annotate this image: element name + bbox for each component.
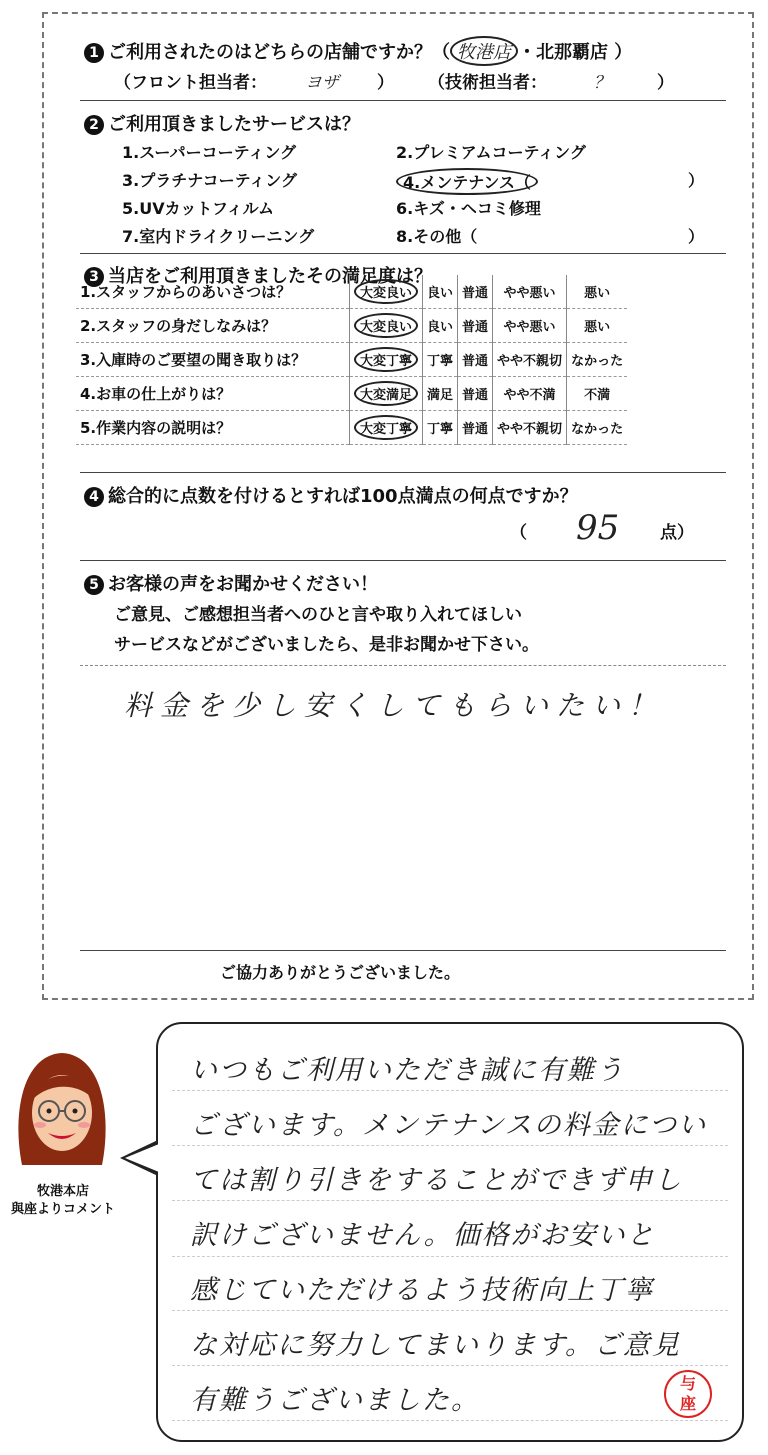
rating-option xyxy=(458,411,493,445)
rating-option-label: 大変良い xyxy=(354,313,418,338)
rating-option xyxy=(458,275,493,309)
avatar-caption-comment: 與座よりコメント xyxy=(10,1202,115,1217)
service-item: 2.プレミアムコーティング xyxy=(396,143,586,162)
q1-text: ご利用されたのはどちらの店舗ですか？（ xyxy=(108,42,450,63)
divider xyxy=(80,665,726,666)
q5-line2: ご意見、ご感想担当者へのひと言や取り入れてほしい xyxy=(114,605,522,625)
rating-option-label: 普通 xyxy=(462,320,489,335)
thanks-message: ご協力ありがとうございました。 xyxy=(220,963,461,982)
ruled-line xyxy=(172,1310,728,1311)
rating-row xyxy=(76,343,627,377)
q1-store-sep: ・ xyxy=(518,42,536,63)
rating-option-label: 普通 xyxy=(462,286,489,301)
rating-option-label: 普通 xyxy=(462,354,489,369)
rating-option-label: 悪い xyxy=(584,320,611,335)
q2-heading: 2 ご利用頂きましたサービスは？ xyxy=(84,110,360,136)
rating-option-label: やや悪い xyxy=(503,320,556,335)
q4-score: 95 xyxy=(576,508,620,548)
rating-option-label: 大変丁寧 xyxy=(354,415,418,440)
q5-answer: 料金を少し安くしてもらいたい！ xyxy=(124,689,665,722)
rating-row xyxy=(76,275,627,309)
rating-option xyxy=(423,343,458,377)
rating-option xyxy=(567,377,628,411)
rating-option xyxy=(493,275,567,309)
q1-front-staff: （フロント担当者： ヨザ ） xyxy=(114,68,394,93)
comment-line: 訳けございません。価格がお安いと xyxy=(190,1220,656,1251)
rating-option xyxy=(567,411,628,445)
rating-option-label: 丁寧 xyxy=(427,354,454,369)
name-stamp: 与 座 xyxy=(664,1370,712,1418)
rating-option xyxy=(567,343,628,377)
avatar-caption-store: 牧港本店 xyxy=(36,1184,89,1199)
close-paren: ） xyxy=(688,171,705,190)
ruled-line xyxy=(172,1145,728,1146)
q1-tech-value: ？ xyxy=(593,73,611,93)
rating-option-label: 満足 xyxy=(427,388,454,403)
ruled-line xyxy=(172,1090,728,1091)
rating-option-label: 大変丁寧 xyxy=(354,347,418,372)
rating-option-label: 良い xyxy=(427,320,454,335)
rating-option xyxy=(493,309,567,343)
rating-option-label: 良い xyxy=(427,286,454,301)
q4-open: （ xyxy=(510,523,527,543)
rating-option-selected xyxy=(350,309,423,343)
rating-option xyxy=(493,411,567,445)
rating-option-selected xyxy=(350,275,423,309)
service-item: 1.スーパーコーティング xyxy=(122,143,297,162)
rating-question: 1.スタッフからのあいさつは？ xyxy=(80,283,292,301)
service-item: 3.プラチナコーティング xyxy=(122,171,297,190)
rating-option xyxy=(567,275,628,309)
rating-option xyxy=(493,377,567,411)
rating-option xyxy=(567,309,628,343)
ruled-line xyxy=(172,1420,728,1421)
comment-line: 感じていただけるよう技術向上丁寧 xyxy=(190,1275,654,1306)
rating-option-label: 普通 xyxy=(462,388,489,403)
rating-option xyxy=(423,275,458,309)
rating-question: 3.入庫時のご要望の聞き取りは？ xyxy=(80,351,307,369)
rating-option-label: やや不満 xyxy=(503,388,556,403)
rating-option-label: やや不親切 xyxy=(497,422,563,437)
ruled-line xyxy=(172,1256,728,1257)
ruled-line xyxy=(172,1365,728,1366)
ruled-line xyxy=(172,1200,728,1201)
rating-option-label: 大変満足 xyxy=(354,381,418,406)
divider xyxy=(80,100,726,101)
q1-number: 1 xyxy=(84,43,104,63)
rating-row xyxy=(76,411,627,445)
rating-option xyxy=(423,377,458,411)
divider xyxy=(80,472,726,473)
comment-line: ては割り引きをすることができず申し xyxy=(190,1165,683,1196)
rating-option-selected xyxy=(350,343,423,377)
q5-line3: サービスなどがございましたら、是非お聞かせ下さい。 xyxy=(114,635,539,655)
rating-question: 5.作業内容の説明は？ xyxy=(80,419,232,437)
service-item-selected: 4.メンテナンス（ xyxy=(396,168,538,195)
rating-option-label: 普通 xyxy=(462,422,489,437)
rating-option-label: なかった xyxy=(571,422,624,437)
q5-heading: 5 お客様の声をお聞かせください！ xyxy=(84,570,378,596)
q1-tech-staff: （技術担当者： ？ ） xyxy=(428,68,674,93)
rating-option xyxy=(458,343,493,377)
comment-line: いつもご利用いただき誠に有難う xyxy=(190,1055,625,1086)
q3-heading: 3 当店をご利用頂きましたその満足度は？ xyxy=(84,262,432,288)
q1-store-other: 北那覇店 ） xyxy=(536,42,633,63)
service-item: 5.UVカットフィルム xyxy=(122,199,275,218)
close-paren: ） xyxy=(688,227,705,246)
divider xyxy=(80,950,726,951)
rating-option-label: なかった xyxy=(571,354,624,369)
rating-row xyxy=(76,377,627,411)
rating-option xyxy=(423,411,458,445)
rating-option-label: 大変良い xyxy=(354,279,418,304)
rating-row xyxy=(76,309,627,343)
q4-unit: 点） xyxy=(660,523,694,543)
satisfaction-table xyxy=(76,275,627,445)
rating-option-label: やや不親切 xyxy=(497,354,563,369)
service-item: 7.室内ドライクリーニング xyxy=(122,227,315,246)
rating-option-selected xyxy=(350,411,423,445)
comment-line: 有難うございました。 xyxy=(190,1385,480,1416)
rating-option xyxy=(423,309,458,343)
speech-bubble-tail-inner xyxy=(125,1144,159,1172)
q1-front-value: ヨザ xyxy=(305,73,339,93)
rating-option xyxy=(493,343,567,377)
rating-question: 2.スタッフの身だしなみは？ xyxy=(80,317,277,335)
staff-avatar xyxy=(12,1045,112,1175)
divider xyxy=(80,560,726,561)
comment-line: な対応に努力してまいります。ご意見 xyxy=(190,1330,681,1361)
rating-question: 4.お車の仕上がりは？ xyxy=(80,385,232,403)
rating-option-label: 悪い xyxy=(584,286,611,301)
service-item: 6.キズ・ヘコミ修理 xyxy=(396,199,541,218)
comment-line: ございます。メンテナンスの料金につい xyxy=(190,1110,708,1141)
q1-heading xyxy=(84,36,632,66)
rating-option xyxy=(458,377,493,411)
rating-option-label: やや悪い xyxy=(503,286,556,301)
rating-option-selected xyxy=(350,377,423,411)
rating-option xyxy=(458,309,493,343)
rating-option-label: 丁寧 xyxy=(427,422,454,437)
service-item: 8.その他（ xyxy=(396,227,478,246)
divider xyxy=(80,253,726,254)
q1-store-selected: 牧港店 xyxy=(450,36,518,66)
rating-option-label: 不満 xyxy=(584,388,611,403)
q4-heading: 4 総合的に点数を付けるとすれば100点満点の何点ですか？ xyxy=(84,482,578,508)
